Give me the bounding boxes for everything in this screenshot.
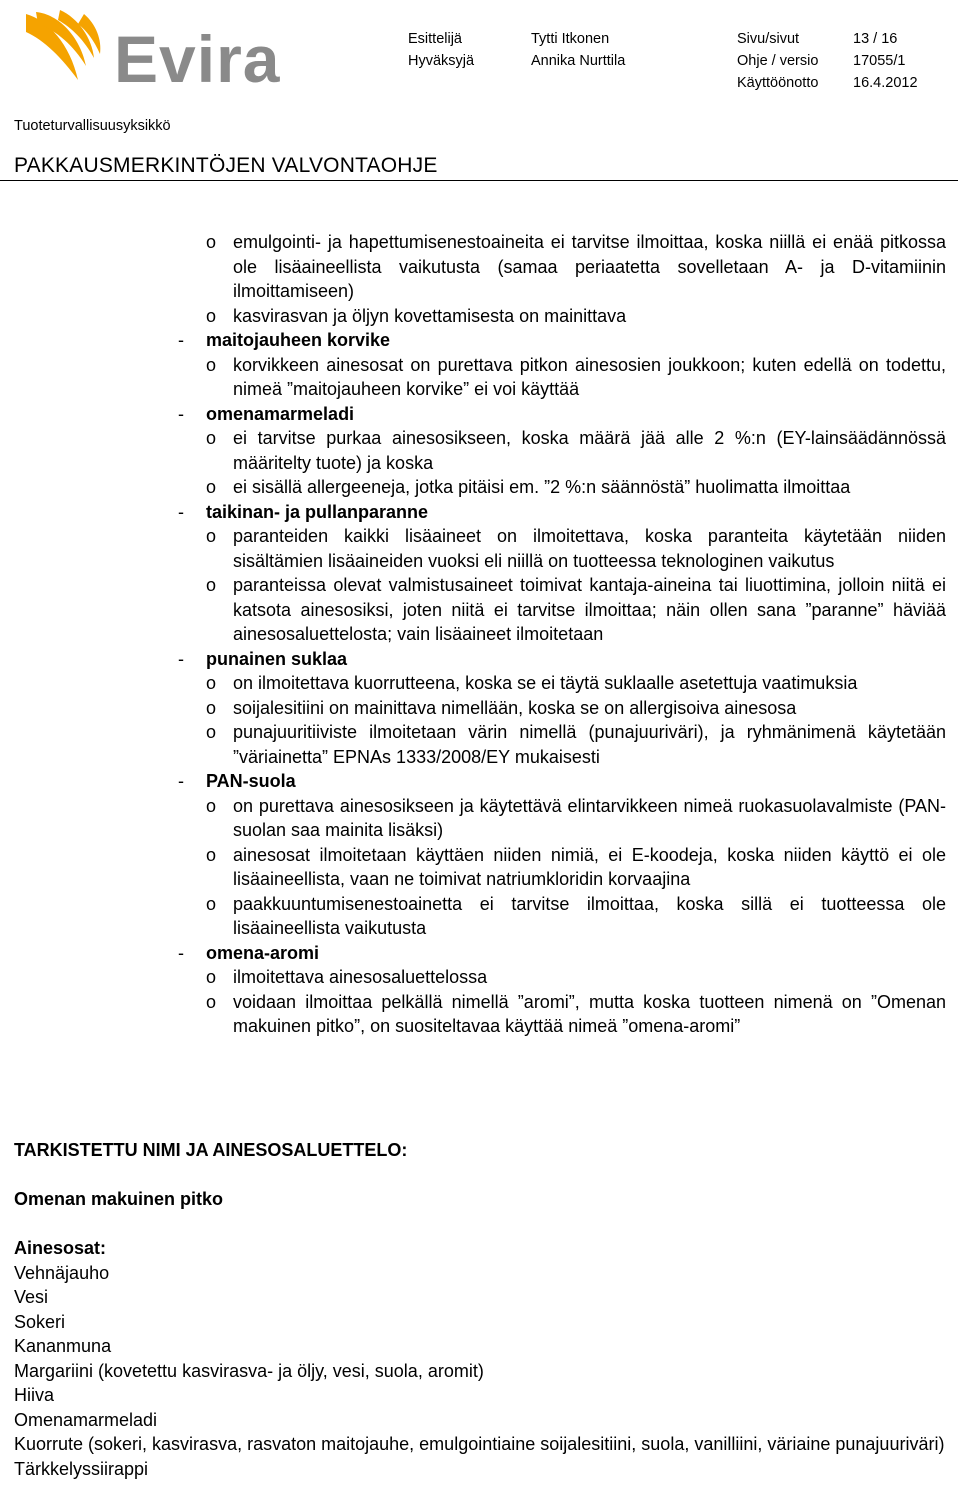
bullet-text: emulgointi- ja hapettumisenestoaineita ei tarvitse ilmoittaa, koska niillä ei enää pitkossa ole lisäaineellista vaikutusta (samaa periaatetta sovelletaan A- ja D-vitamiinin ilmoittamiseen) (233, 232, 946, 301)
bullet-o: o (206, 428, 217, 448)
dash-marker: - (178, 403, 184, 424)
bullet-item (0, 353, 960, 402)
ingredient-item: Vesi (14, 1287, 49, 1307)
bullet-item (0, 524, 960, 573)
ingredient-item: Omenamarmeladi (14, 1409, 158, 1430)
section-title: omenamarmeladi (206, 403, 355, 424)
value-approver: Annika Nurttila (531, 53, 626, 69)
label-pages: Sivu/sivut (737, 31, 800, 47)
value-deployment: 16.4.2012 (853, 75, 918, 91)
product-name: Omenan makuinen pitko (14, 1189, 224, 1209)
bullet-o: o (206, 844, 217, 865)
unit-name: Tuoteturvallisuusyksikkö (14, 118, 171, 134)
bullet-item (0, 304, 960, 329)
bullet-o: o (206, 893, 217, 914)
bullet-o: o (206, 967, 217, 987)
section-heading (0, 769, 960, 794)
ingredient-item: Kananmuna (14, 1336, 112, 1356)
section-heading (0, 647, 960, 672)
ingredient-item: Tärkkelyssiirappi (14, 1458, 149, 1479)
dash-marker: - (178, 648, 184, 669)
ingredient-item: Kuorrute (sokeri, kasvirasva, rasvaton maitojauhe, emulgointiaine soijalesitiini, suola, vanilliini, väriaine punajuuriväri) (14, 1434, 945, 1454)
label-version: Ohje / versio (737, 53, 819, 69)
bullet-text: paranteiden kaikki lisäaineet on ilmoitettava, koska paranteita käytetään niiden sisältämien lisäaineiden vuoksi eli niillä on tuotteessa teknologinen vaikutus (233, 526, 946, 571)
dash-marker: - (178, 501, 184, 522)
bullet-o: o (206, 575, 217, 595)
value-pages: 13 / 16 (853, 31, 898, 47)
section-title: punainen suklaa (206, 648, 348, 669)
checked-ingredient-list (14, 1138, 946, 1481)
section-title: maitojauheen korvike (206, 330, 391, 350)
bullet-item (0, 990, 960, 1039)
bullet-text: paakkuuntumisenestoainetta ei tarvitse ilmoittaa, koska sillä ei tuotteessa ole lisäaineellista vaikutusta (233, 893, 946, 938)
main-content (0, 230, 960, 1039)
section-heading (0, 328, 960, 353)
bullet-text: ilmoitettava ainesosaluettelossa (233, 967, 488, 987)
logo-wordmark: Evira (114, 22, 281, 96)
dash-marker: - (178, 942, 184, 963)
bullet-o: o (206, 673, 217, 693)
bullet-item (0, 475, 960, 500)
value-presenter: Tytti Itkonen (531, 31, 610, 47)
bullet-text: ei sisällä allergeeneja, jotka pitäisi em. ”2 %:n säännöstä” huolimatta ilmoittaa (233, 477, 851, 497)
ingredient-item: Margariini (kovetettu kasvirasva- ja öljy, vesi, suola, aromit) (14, 1360, 484, 1381)
bullet-item (0, 671, 960, 696)
bullet-o: o (206, 991, 217, 1012)
bullet-text: korvikkeen ainesosat on purettava pitkon ainesosien joukkoon; kuten edellä on todettu, nimeä ”maitojauheen korvike” ei voi käyttää (233, 354, 946, 399)
bullet-item (0, 426, 960, 475)
bullet-o: o (206, 526, 217, 546)
dash-marker: - (178, 771, 184, 791)
bullet-text: kasvirasvan ja öljyn kovettamisesta on mainittava (233, 305, 627, 326)
bullet-o: o (206, 354, 217, 375)
checked-heading: TARKISTETTU NIMI JA AINESOSALUETTELO: (14, 1140, 408, 1160)
header-values-col4 (853, 28, 918, 94)
header-values-col2 (531, 28, 625, 72)
bullet-o: o (206, 722, 217, 742)
bullet-o: o (206, 697, 217, 718)
label-approver: Hyväksyjä (408, 53, 475, 69)
section-title: taikinan- ja pullanparanne (206, 501, 429, 522)
header-labels-col3 (737, 28, 818, 94)
bullet-o: o (206, 477, 217, 497)
bullet-text: paranteissa olevat valmistusaineet toimivat kantaja-aineina tai liuottimina, jolloin niitä ei katsota ainesosiksi, joten niitä ei tarvitse ilmoittaa; näin ollen sana ”paranne” häviää ainesosaluettelosta; vain lisäaineet ilmoitetaan (233, 575, 946, 644)
bullet-text: punajuuritiiviste ilmoitetaan värin nimellä (punajuuriväri), ja ryhmänimenä käytetään ”väriainetta” EPNAs 1333/2008/EY mukaisesti (233, 722, 946, 767)
bullet-text: ainesosat ilmoitetaan käyttäen niiden nimiä, ei E-koodeja, koska niiden käyttö ei ole lisäaineellista, vaan ne toimivat natriumkloridin korvaajina (233, 844, 946, 889)
label-deployment: Käyttöönotto (737, 75, 819, 91)
bullet-item (0, 892, 960, 941)
spacer (14, 1212, 946, 1237)
bullet-text: voidaan ilmoittaa pelkällä nimellä ”aromi”, mutta koska tuotteen nimenä on ”Omenan makuinen pitko”, on suositeltavaa käyttää nimeä ”omena-aromi” (233, 991, 946, 1036)
label-presenter: Esittelijä (408, 31, 462, 47)
section-title: omena-aromi (206, 942, 320, 963)
dash-marker: - (178, 330, 184, 350)
bullet-text: on purettava ainesosikseen ja käytettävä elintarvikkeen nimeä ruokasuolavalmiste (PAN-suolan saa mainita lisäksi) (233, 795, 946, 840)
bullet-item (0, 696, 960, 721)
evira-wheat-icon (18, 10, 118, 94)
value-version: 17055/1 (853, 53, 906, 69)
bullet-item (0, 230, 960, 304)
evira-logo (18, 10, 280, 94)
section-heading (0, 941, 960, 966)
bullet-item (0, 965, 960, 990)
section-heading (0, 402, 960, 427)
bullet-o: o (206, 232, 217, 252)
spacer (14, 1163, 946, 1188)
ingredient-item: Hiiva (14, 1385, 55, 1405)
bullet-item (0, 843, 960, 892)
ingredient-item: Vehnäjauho (14, 1262, 110, 1283)
bullet-text: on ilmoitettava kuorrutteena, koska se ei täytä suklaalle asetettuja vaatimuksia (233, 673, 858, 693)
bullet-item (0, 794, 960, 843)
section-heading (0, 500, 960, 525)
header-labels-col1 (408, 28, 474, 72)
bullet-text: soijalesitiini on mainittava nimellään, koska se on allergisoiva ainesosa (233, 697, 797, 718)
bullet-o: o (206, 795, 217, 816)
section-title: PAN-suola (206, 771, 296, 791)
ingredients-label: Ainesosat: (14, 1238, 107, 1258)
document-title: PAKKAUSMERKINTÖJEN VALVONTAOHJE (14, 154, 438, 177)
bullet-item (0, 573, 960, 647)
ingredient-item: Sokeri (14, 1311, 66, 1332)
bullet-o: o (206, 305, 217, 326)
bullet-item (0, 720, 960, 769)
bullet-text: ei tarvitse purkaa ainesosikseen, koska määrä jää alle 2 %:n (EY-lainsäädännössä määritelty tuote) ja koska (233, 428, 946, 473)
header-divider (0, 180, 958, 181)
